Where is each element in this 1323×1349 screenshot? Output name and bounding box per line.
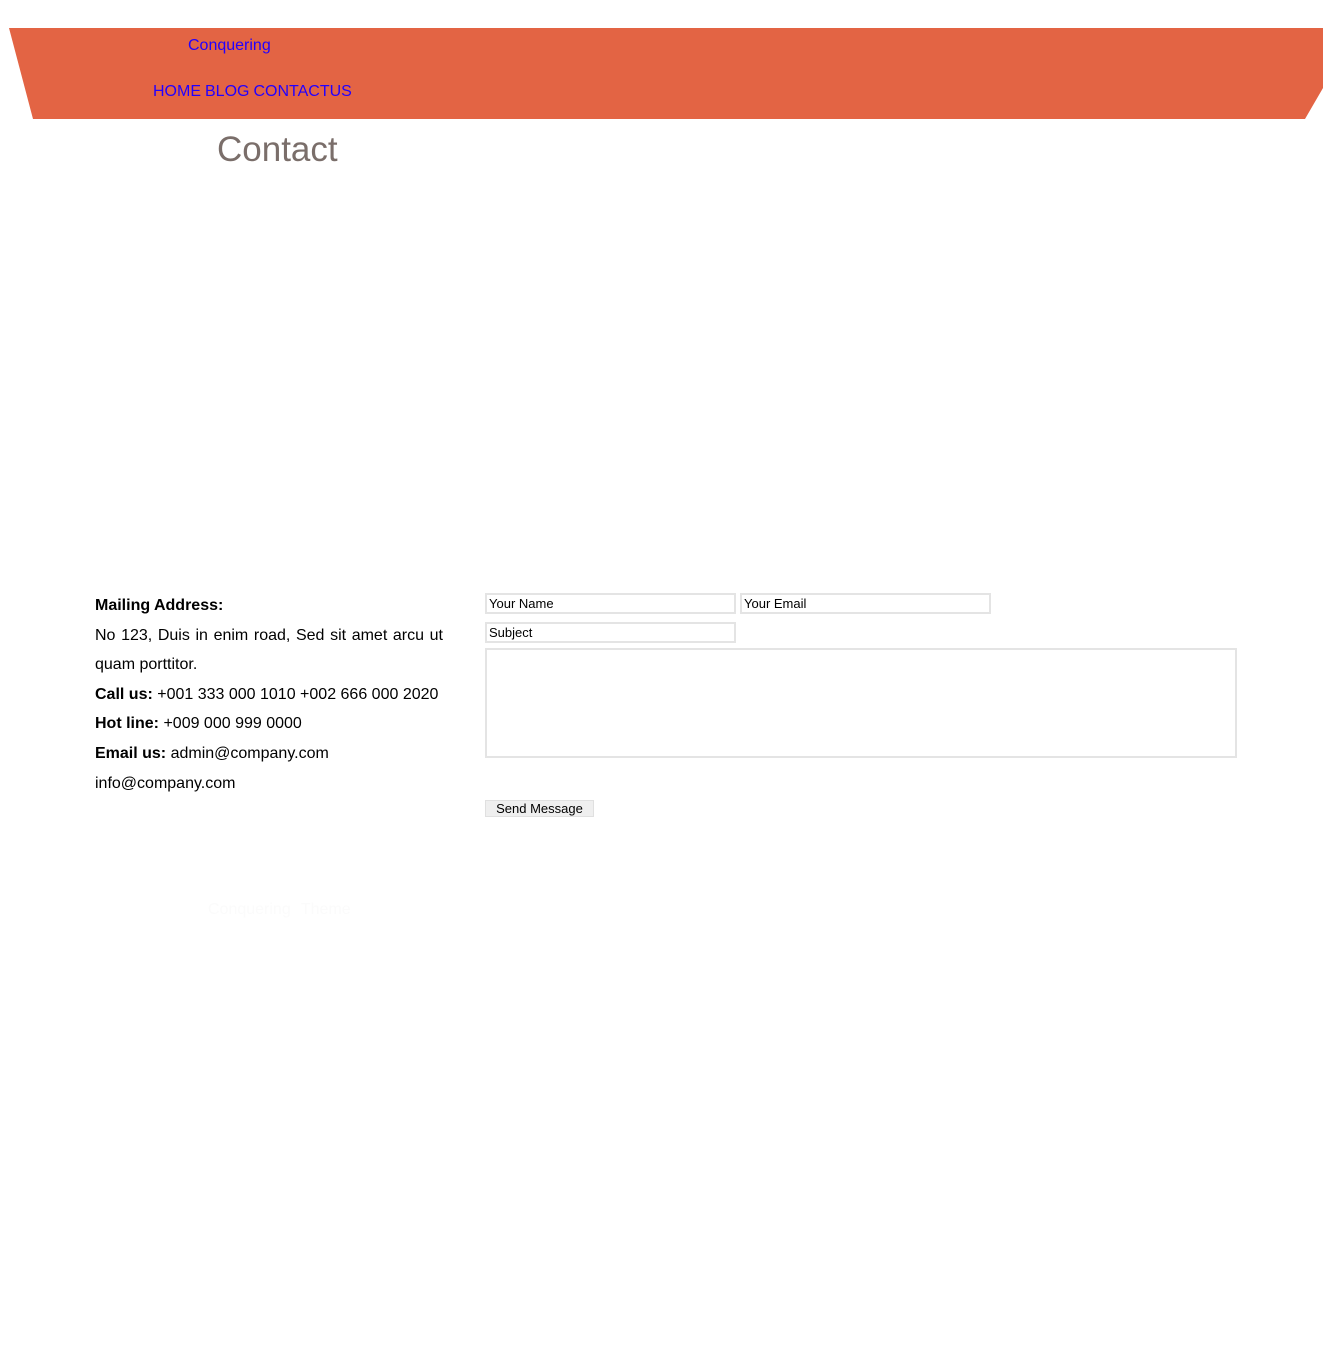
call-us-label: Call us: [95,685,153,703]
nav-blog-link[interactable]: BLOG [205,83,250,100]
main-nav [153,83,352,101]
email-us-line [95,739,443,769]
site-brand-link[interactable]: Conquering [188,37,271,54]
hot-line-value: +009 000 999 0000 [159,715,302,733]
email-input[interactable] [740,593,991,614]
email-us-label: Email us: [95,744,167,762]
call-us-line [95,680,443,710]
page-title: Contact [217,130,338,169]
email-us-value-secondary: info@company.com [95,774,236,792]
subject-input[interactable] [485,622,736,643]
hot-line-line [95,709,443,739]
nav-contactus-link[interactable]: CONTACTUS [253,83,352,100]
nav-home-link[interactable]: HOME [153,83,201,100]
site-header [0,28,1323,119]
footer-text: Conquering Theme [208,901,351,918]
send-message-button[interactable]: Send Message [485,800,594,817]
name-input[interactable] [485,593,736,614]
message-textarea[interactable] [485,648,1237,758]
email-us-value-primary: admin@company.com [166,744,329,762]
call-us-value: +001 333 000 1010 +002 666 000 2020 [152,685,439,703]
mailing-address-label: Mailing Address: [95,597,224,614]
hot-line-label: Hot line: [95,715,159,733]
mailing-address-label-line [95,591,443,621]
contact-info [95,591,443,798]
mailing-address-value: No 123, Duis in enim road, Sed sit amet arcu ut quam porttitor. [95,626,443,674]
